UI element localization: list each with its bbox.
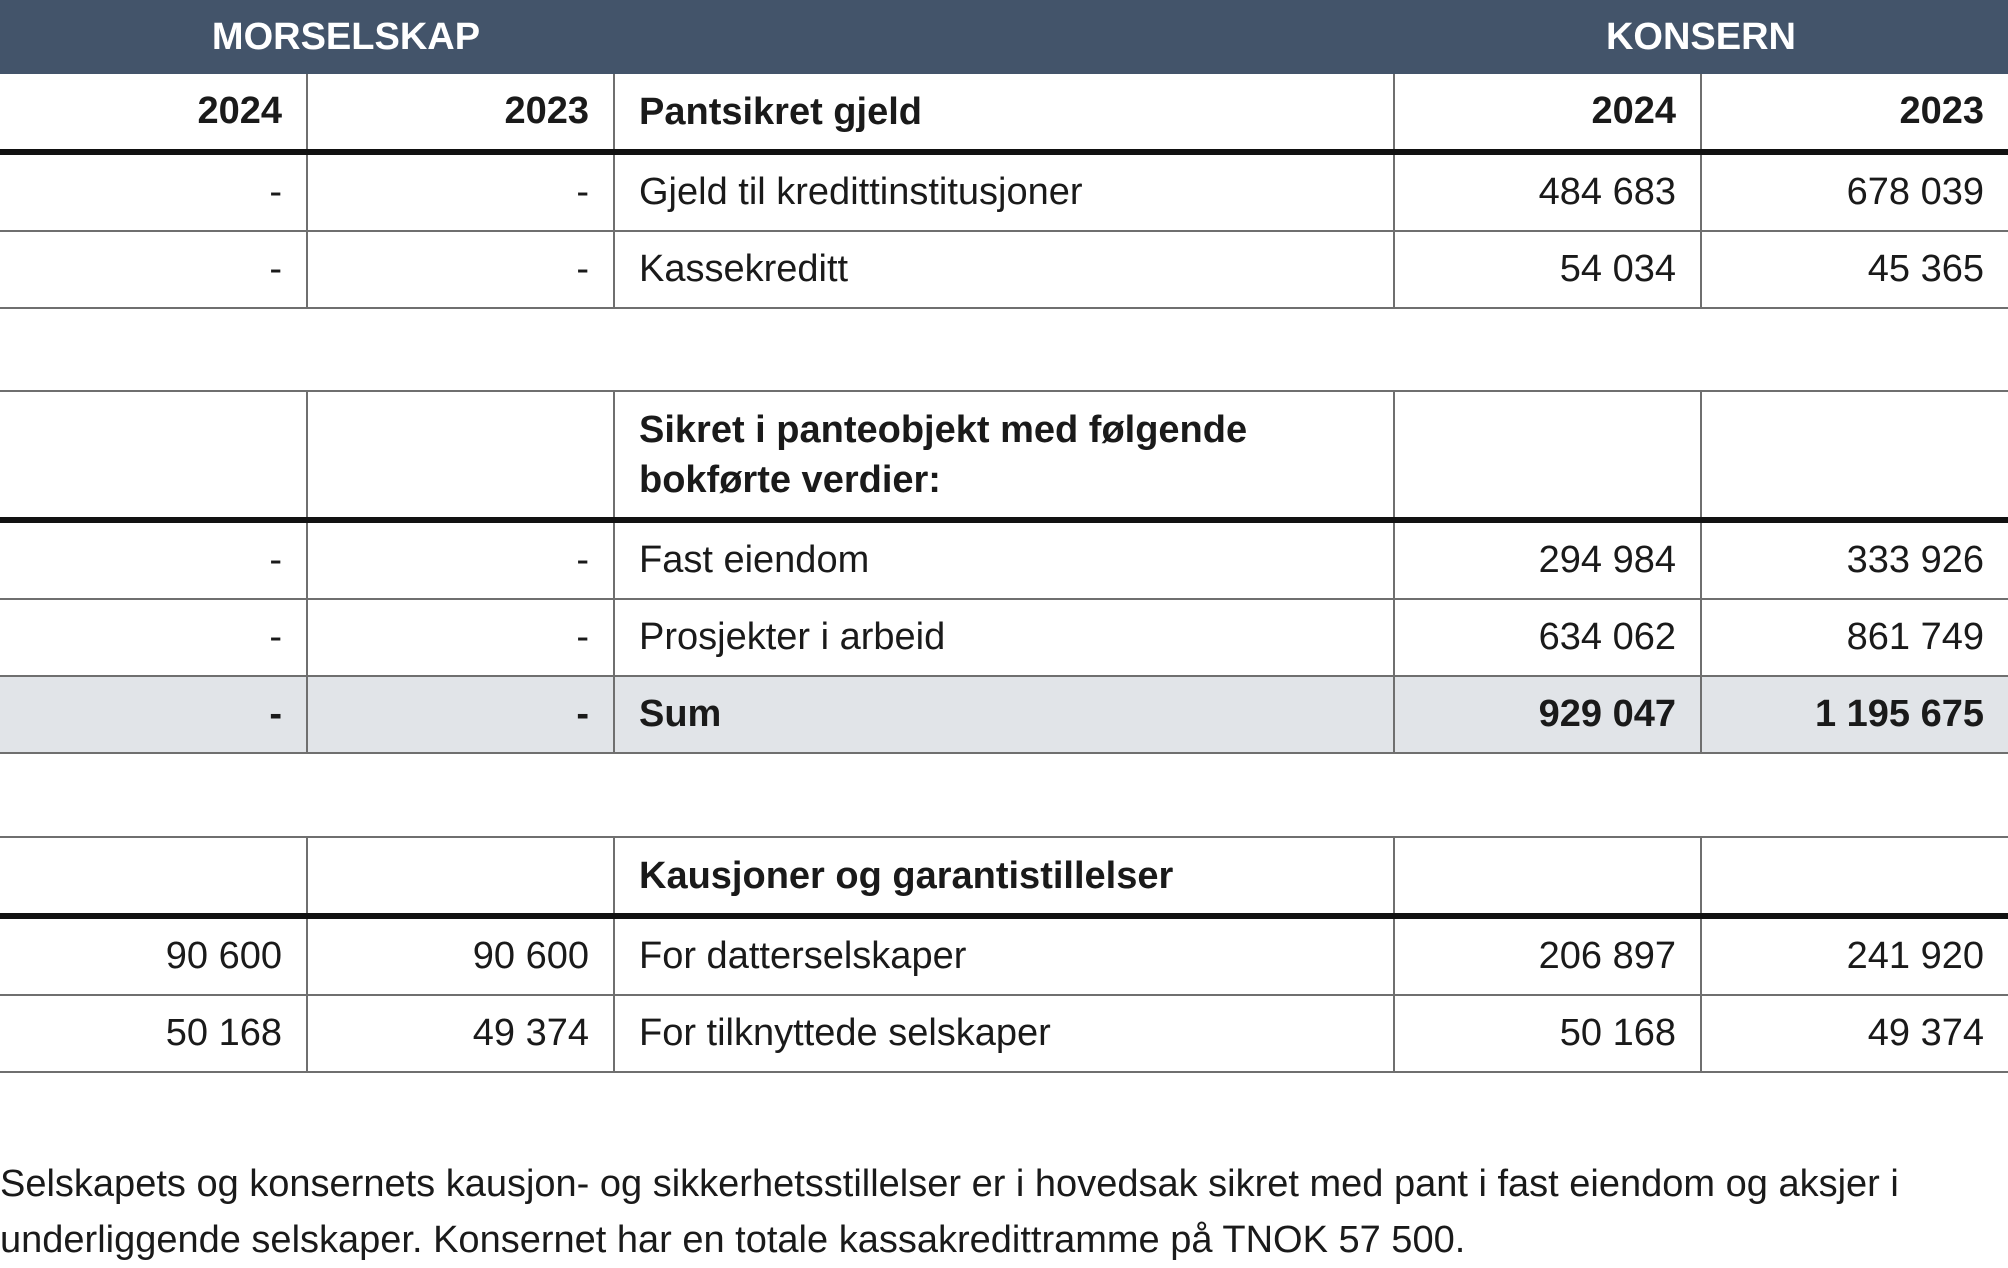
cell-morselskap-2024: - bbox=[0, 520, 307, 599]
cell-morselskap-2023: - bbox=[307, 231, 614, 308]
cell-morselskap-2023: 90 600 bbox=[307, 916, 614, 995]
table-row bbox=[0, 231, 2008, 308]
cell-morselskap-2024: - bbox=[0, 152, 307, 231]
cell-konsern-2023: 45 365 bbox=[1701, 231, 2008, 308]
table-header-row bbox=[0, 837, 2008, 916]
section-title: Kausjoner og garantistillelser bbox=[614, 837, 1394, 916]
cell-morselskap-2023: 49 374 bbox=[307, 995, 614, 1072]
section-title: Pantsikret gjeld bbox=[614, 74, 1394, 152]
row-label: For datterselskaper bbox=[614, 916, 1394, 995]
table-kausjoner-og-garantistillelser bbox=[0, 836, 2008, 1073]
sum-morselskap-2023: - bbox=[307, 676, 614, 753]
header-cell-empty bbox=[307, 837, 614, 916]
col-header-morselskap-2023: 2023 bbox=[307, 74, 614, 152]
table-header-row bbox=[0, 391, 2008, 520]
table-header-row bbox=[0, 74, 2008, 152]
cell-morselskap-2024: 50 168 bbox=[0, 995, 307, 1072]
group-label-konsern: KONSERN bbox=[1605, 16, 1797, 58]
header-cell-empty bbox=[1394, 837, 1701, 916]
header-cell-empty bbox=[1701, 391, 2008, 520]
footnote-text: Selskapets og konsernets kausjon- og sikkerhetsstillelser er i hovedsak sikret med pant i fast eiendom og aksjer i underliggende selskaper. Konsernet har en totale kassakredittramme på TNOK 57 500. bbox=[0, 1163, 1899, 1261]
table-row bbox=[0, 995, 2008, 1072]
cell-konsern-2024: 634 062 bbox=[1394, 599, 1701, 676]
cell-konsern-2023: 333 926 bbox=[1701, 520, 2008, 599]
row-label: Prosjekter i arbeid bbox=[614, 599, 1394, 676]
table-row bbox=[0, 916, 2008, 995]
row-label: Kassekreditt bbox=[614, 231, 1394, 308]
col-header-konsern-2024: 2024 bbox=[1394, 74, 1701, 152]
table-sikret-i-panteobjekt bbox=[0, 390, 2008, 754]
header-cell-empty bbox=[1394, 391, 1701, 520]
header-cell-empty bbox=[307, 391, 614, 520]
cell-morselskap-2024: - bbox=[0, 231, 307, 308]
sum-row bbox=[0, 676, 2008, 753]
col-header-morselskap-2024: 2024 bbox=[0, 74, 307, 152]
sum-konsern-2023: 1 195 675 bbox=[1701, 676, 2008, 753]
table-pantsikret-gjeld bbox=[0, 74, 2008, 309]
row-label: For tilknyttede selskaper bbox=[614, 995, 1394, 1072]
cell-morselskap-2023: - bbox=[307, 152, 614, 231]
table-row bbox=[0, 599, 2008, 676]
cell-konsern-2023: 678 039 bbox=[1701, 152, 2008, 231]
cell-morselskap-2023: - bbox=[307, 599, 614, 676]
row-label: Fast eiendom bbox=[614, 520, 1394, 599]
sum-label: Sum bbox=[614, 676, 1394, 753]
header-cell-empty bbox=[0, 837, 307, 916]
cell-konsern-2023: 49 374 bbox=[1701, 995, 2008, 1072]
header-cell-empty bbox=[1701, 837, 2008, 916]
cell-konsern-2024: 484 683 bbox=[1394, 152, 1701, 231]
cell-konsern-2024: 50 168 bbox=[1394, 995, 1701, 1072]
section-title: Sikret i panteobjekt med følgende bokførte verdier: bbox=[614, 391, 1394, 520]
cell-morselskap-2024: - bbox=[0, 599, 307, 676]
table-row bbox=[0, 520, 2008, 599]
header-cell-empty bbox=[0, 391, 307, 520]
cell-konsern-2023: 241 920 bbox=[1701, 916, 2008, 995]
sum-konsern-2024: 929 047 bbox=[1394, 676, 1701, 753]
cell-morselskap-2023: - bbox=[307, 520, 614, 599]
cell-konsern-2024: 206 897 bbox=[1394, 916, 1701, 995]
group-header-bar bbox=[0, 0, 2008, 74]
row-label: Gjeld til kredittinstitusjoner bbox=[614, 152, 1394, 231]
cell-konsern-2023: 861 749 bbox=[1701, 599, 2008, 676]
sum-morselskap-2024: - bbox=[0, 676, 307, 753]
cell-konsern-2024: 294 984 bbox=[1394, 520, 1701, 599]
group-label-morselskap: MORSELSKAP bbox=[211, 16, 481, 58]
cell-konsern-2024: 54 034 bbox=[1394, 231, 1701, 308]
col-header-konsern-2023: 2023 bbox=[1701, 74, 2008, 152]
table-row bbox=[0, 152, 2008, 231]
cell-morselskap-2024: 90 600 bbox=[0, 916, 307, 995]
